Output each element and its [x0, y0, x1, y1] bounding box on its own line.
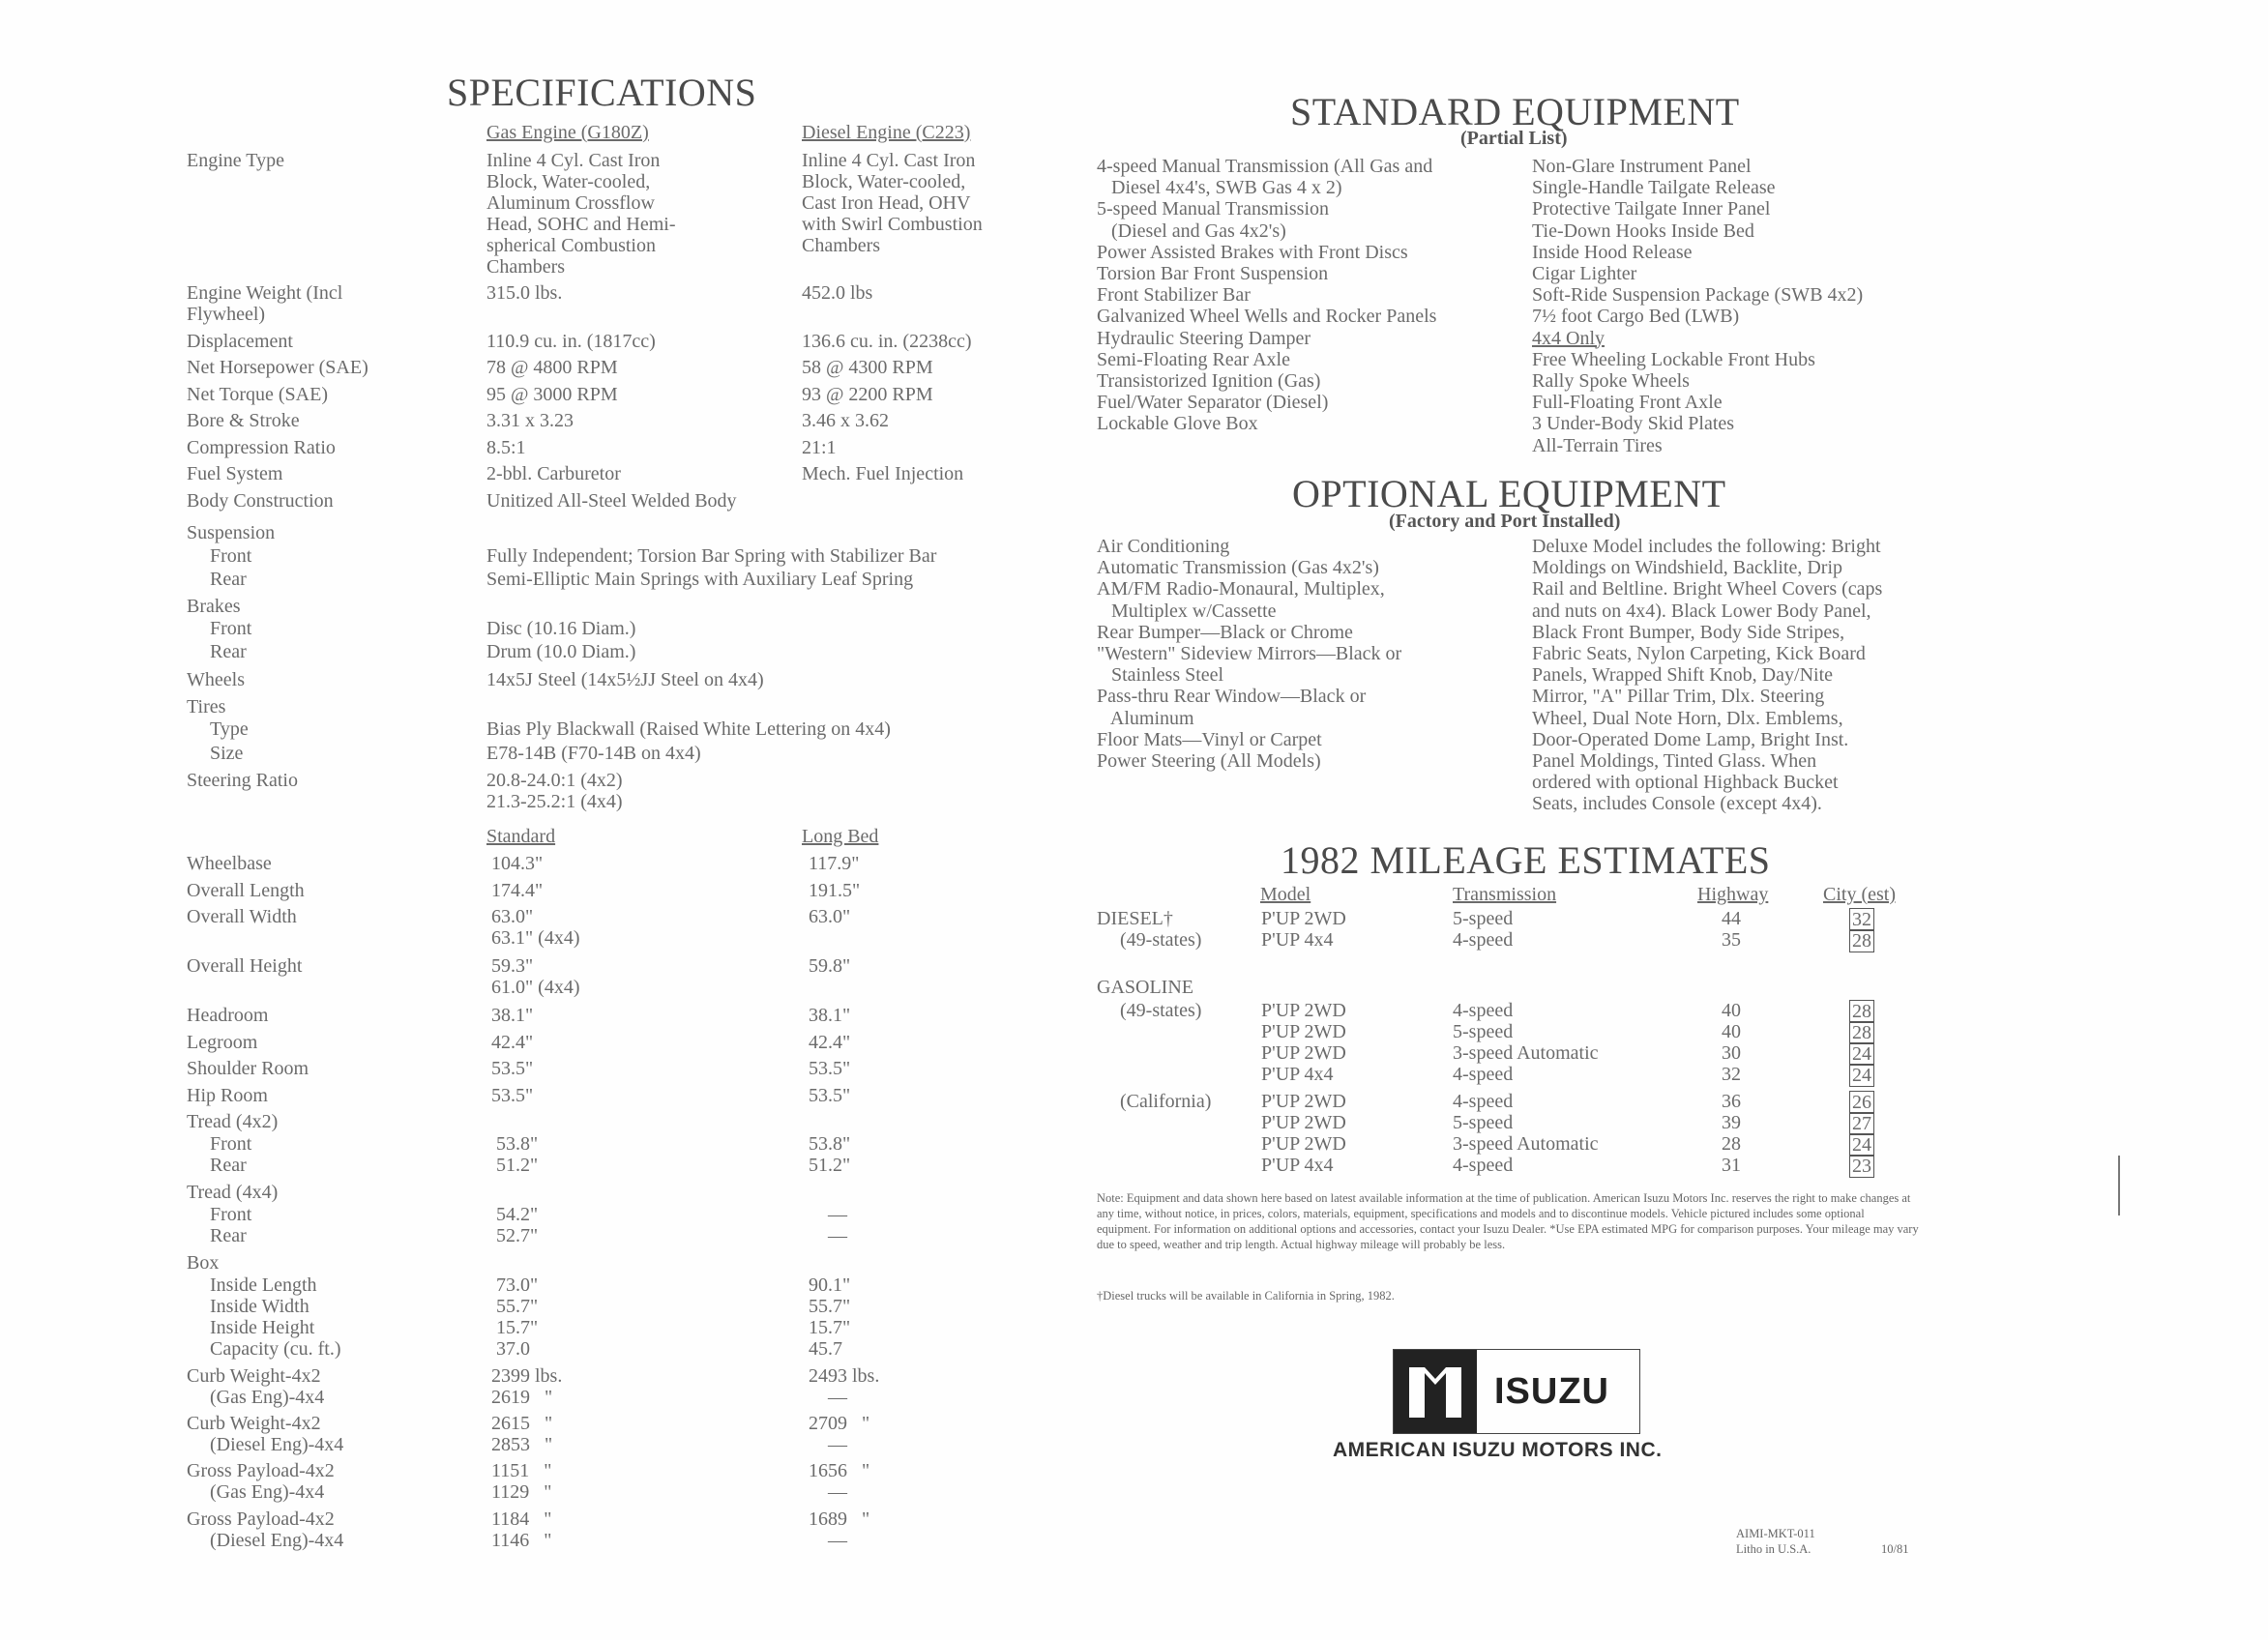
weight-label: Curb Weight-4x2: [187, 1413, 321, 1434]
optional-equipment-item: Aluminum: [1097, 707, 1194, 729]
standard-equipment-item: 4-speed Manual Transmission (All Gas and: [1097, 156, 1433, 177]
weight-standard-value: 1151 ": [491, 1460, 552, 1481]
dimension-long-bed-value: 63.0": [809, 906, 851, 927]
weight-long-bed-value: —: [828, 1530, 847, 1551]
deluxe-model-line: Rail and Beltline. Bright Wheel Covers (caps: [1532, 578, 1883, 600]
tires-type-label: Type: [210, 718, 249, 740]
suspension-rear-label: Rear: [210, 569, 247, 590]
mileage-model: P'UP 4x4: [1261, 929, 1334, 951]
mileage-transmission: 5-speed: [1453, 1112, 1514, 1133]
box-standard-value: 73.0": [496, 1274, 539, 1296]
dimension-long-bed-value: 117.9": [809, 853, 860, 874]
dimension-long-bed-value: 42.4": [809, 1032, 851, 1053]
dimension-standard-value: 174.4": [491, 880, 544, 901]
spec-row-gas-value: Unitized All-Steel Welded Body: [486, 490, 737, 512]
tread-4x2-rear-long-bed: 51.2": [809, 1155, 851, 1176]
diesel-availability-note: †Diesel trucks will be available in California in Spring, 1982.: [1097, 1289, 1395, 1303]
deluxe-model-line: Wheel, Dual Note Horn, Dlx. Emblems,: [1532, 707, 1843, 729]
engine-type-gas-line: Chambers: [486, 256, 566, 278]
standard-equipment-item: Non-Glare Instrument Panel: [1532, 156, 1752, 177]
box-item-label: Inside Width: [210, 1296, 309, 1317]
optional-equipment-item: Power Steering (All Models): [1097, 750, 1321, 772]
mileage-highway: 35: [1722, 929, 1741, 951]
deluxe-model-line: Mirror, "A" Pillar Trim, Dlx. Steering: [1532, 686, 1825, 708]
deluxe-model-line: ordered with optional Highback Bucket: [1532, 772, 1839, 794]
standard-equipment-subtitle: (Partial List): [1460, 128, 1568, 149]
suspension-front-label: Front: [210, 545, 252, 567]
mileage-model: P'UP 2WD: [1261, 1021, 1346, 1042]
weight-standard-value: 1129 ": [491, 1481, 552, 1503]
optional-equipment-item: Multiplex w/Cassette: [1097, 600, 1277, 622]
standard-equipment-item: Fuel/Water Separator (Diesel): [1097, 392, 1329, 414]
isuzu-logo: [1393, 1349, 1640, 1434]
tires-size-value: E78-14B (F70-14B on 4x4): [486, 743, 701, 764]
dimension-long-bed-value: 59.8": [809, 955, 851, 977]
engine-type-diesel-line: Cast Iron Head, OHV: [802, 192, 971, 214]
spec-row-label: Net Horsepower (SAE): [187, 357, 368, 378]
spec-row-label: Compression Ratio: [187, 437, 336, 458]
standard-equipment-item: Protective Tailgate Inner Panel: [1532, 198, 1771, 220]
tread-4x4-front-label: Front: [210, 1204, 252, 1225]
publication-date: 10/81: [1881, 1542, 1909, 1556]
engine-type-diesel-line: with Swirl Combustion: [802, 214, 983, 235]
weight-standard-value: 2619 ": [491, 1387, 553, 1408]
spec-row-label: Displacement: [187, 331, 293, 352]
dimension-label: Overall Width: [187, 906, 297, 927]
spec-row-diesel-value: 136.6 cu. in. (2238cc): [802, 331, 972, 352]
weight-long-bed-value: 1689 ": [809, 1508, 870, 1530]
tires-size-label: Size: [210, 743, 244, 764]
mileage-city: 24: [1849, 1064, 1874, 1087]
engine-type-gas-line: Inline 4 Cyl. Cast Iron: [486, 150, 661, 171]
box-long-bed-value: 90.1": [809, 1274, 851, 1296]
dimension-standard-value: 38.1": [491, 1005, 534, 1026]
page-edge-mark: [2118, 1156, 2120, 1215]
weight-standard-value: 2853 ": [491, 1434, 553, 1455]
standard-equipment-item: Galvanized Wheel Wells and Rocker Panels: [1097, 306, 1437, 328]
box-long-bed-value: 55.7": [809, 1296, 851, 1317]
suspension-rear-value: Semi-Elliptic Main Springs with Auxiliary Leaf Spring: [486, 569, 914, 590]
mileage-model-header: Model: [1260, 884, 1311, 905]
dimension-label: Legroom: [187, 1032, 258, 1053]
spec-row-gas-value: 8.5:1: [486, 437, 526, 458]
dimension-standard-value: 42.4": [491, 1032, 534, 1053]
spec-row-diesel-value: 93 @ 2200 RPM: [802, 384, 933, 405]
standard-equipment-item: Transistorized Ignition (Gas): [1097, 370, 1321, 392]
tread-4x4-label: Tread (4x4): [187, 1182, 279, 1203]
weight-label: (Diesel Eng)-4x4: [210, 1530, 344, 1551]
dimension-label: Wheelbase: [187, 853, 272, 874]
standard-equipment-item: Power Assisted Brakes with Front Discs: [1097, 241, 1408, 263]
spec-row-diesel-value: 3.46 x 3.62: [802, 410, 889, 431]
engine-type-gas-line: Block, Water-cooled,: [486, 171, 651, 192]
gas-engine-column-header: Gas Engine (G180Z): [486, 122, 649, 143]
box-long-bed-value: 45.7: [809, 1338, 842, 1360]
box-standard-value: 15.7": [496, 1317, 539, 1338]
optional-equipment-item: Air Conditioning: [1097, 536, 1230, 557]
engine-type-label: Engine Type: [187, 150, 284, 171]
four-by-four-item: Rally Spoke Wheels: [1532, 370, 1690, 392]
mileage-title: 1982 MILEAGE ESTIMATES: [1281, 838, 1771, 882]
dimension-long-bed-value: 53.5": [809, 1058, 851, 1079]
mileage-city: 32: [1849, 908, 1874, 931]
mileage-region-label: (49-states): [1120, 1000, 1202, 1021]
mileage-highway: 44: [1722, 908, 1741, 929]
standard-equipment-item: Inside Hood Release: [1532, 241, 1693, 263]
deluxe-model-line: Door-Operated Dome Lamp, Bright Inst.: [1532, 728, 1849, 750]
mileage-model: P'UP 2WD: [1261, 908, 1346, 929]
optional-equipment-item: "Western" Sideview Mirrors—Black or: [1097, 643, 1402, 664]
weight-standard-value: 2615 ": [491, 1413, 553, 1434]
standard-equipment-item: Cigar Lighter: [1532, 263, 1637, 284]
standard-equipment-item: Lockable Glove Box: [1097, 413, 1258, 435]
deluxe-model-line: Seats, includes Console (except 4x4).: [1532, 793, 1822, 815]
tread-4x2-rear-standard: 51.2": [496, 1155, 539, 1176]
tread-4x2-front-long-bed: 53.8": [809, 1133, 851, 1155]
engine-type-gas-line: spherical Combustion: [486, 235, 656, 256]
deluxe-model-line: Panel Moldings, Tinted Glass. When: [1532, 750, 1817, 772]
mileage-transmission: 4-speed: [1453, 1091, 1514, 1112]
wheels-label: Wheels: [187, 669, 245, 690]
spec-row-gas-value: 315.0 lbs.: [486, 282, 563, 304]
mileage-highway: 39: [1722, 1112, 1741, 1133]
tread-4x4-rear-standard: 52.7": [496, 1225, 539, 1246]
deluxe-model-line: Moldings on Windshield, Backlite, Drip: [1532, 557, 1843, 579]
weight-long-bed-value: 2493 lbs.: [809, 1365, 880, 1387]
long-bed-column-header: Long Bed: [802, 826, 879, 847]
weight-long-bed-value: —: [828, 1434, 847, 1455]
mileage-city: 26: [1849, 1091, 1874, 1114]
isuzu-emblem-icon: [1394, 1350, 1477, 1433]
standard-equipment-item: 5-speed Manual Transmission: [1097, 198, 1329, 220]
deluxe-model-line: Fabric Seats, Nylon Carpeting, Kick Board: [1532, 643, 1866, 664]
mileage-transmission: 4-speed: [1453, 1064, 1514, 1085]
suspension-front-value: Fully Independent; Torsion Bar Spring with Stabilizer Bar: [486, 545, 937, 567]
deluxe-model-line: Panels, Wrapped Shift Knob, Day/Nite: [1532, 664, 1833, 687]
mileage-group-label: DIESEL†: [1097, 908, 1173, 929]
box-standard-value: 55.7": [496, 1296, 539, 1317]
tread-4x2-label: Tread (4x2): [187, 1111, 279, 1132]
box-standard-value: 37.0: [496, 1338, 530, 1360]
spec-row-diesel-value: 58 @ 4300 RPM: [802, 357, 933, 378]
engine-type-diesel-line: Chambers: [802, 235, 881, 256]
mileage-transmission: 4-speed: [1453, 1000, 1514, 1021]
company-name: AMERICAN ISUZU MOTORS INC.: [1333, 1439, 1663, 1461]
box-item-label: Inside Height: [210, 1317, 315, 1338]
standard-equipment-item: Front Stabilizer Bar: [1097, 284, 1251, 307]
weight-standard-value: 2399 lbs.: [491, 1365, 563, 1387]
optional-equipment-item: Automatic Transmission (Gas 4x2's): [1097, 557, 1379, 579]
mileage-city: 28: [1849, 1000, 1874, 1023]
box-long-bed-value: 15.7": [809, 1317, 851, 1338]
mileage-transmission: 5-speed: [1453, 1021, 1514, 1042]
mileage-city: 28: [1849, 929, 1874, 952]
spec-row-gas-value: 2-bbl. Carburetor: [486, 463, 621, 484]
dimension-long-bed-value: 191.5": [809, 880, 861, 901]
engine-type-gas-line: Head, SOHC and Hemi-: [486, 214, 676, 235]
tread-4x4-rear-label: Rear: [210, 1225, 247, 1246]
dimension-label: Overall Length: [187, 880, 305, 901]
spec-row-label: Bore & Stroke: [187, 410, 300, 431]
mileage-transmission-header: Transmission: [1453, 884, 1557, 905]
mileage-highway: 32: [1722, 1064, 1741, 1085]
tread-4x4-rear-long-bed: —: [828, 1225, 847, 1246]
weight-label: Gross Payload-4x2: [187, 1460, 335, 1481]
brakes-rear-value: Drum (10.0 Diam.): [486, 641, 636, 662]
tread-4x2-front-standard: 53.8": [496, 1133, 539, 1155]
optional-equipment-title: OPTIONAL EQUIPMENT: [1292, 472, 1726, 515]
box-label: Box: [187, 1252, 220, 1274]
optional-equipment-item: Pass-thru Rear Window—Black or: [1097, 686, 1367, 708]
dimension-standard-value: 63.0": [491, 906, 534, 927]
mileage-highway: 31: [1722, 1155, 1741, 1176]
weight-long-bed-value: —: [828, 1387, 847, 1408]
mileage-city: 23: [1849, 1155, 1874, 1178]
wheels-value: 14x5J Steel (14x5½JJ Steel on 4x4): [486, 669, 764, 690]
dimension-standard-value: 59.3": [491, 955, 534, 977]
weight-label: (Gas Eng)-4x4: [210, 1387, 325, 1408]
standard-equipment-item: Semi-Floating Rear Axle: [1097, 348, 1290, 370]
dimension-long-bed-value: 53.5": [809, 1085, 851, 1106]
mileage-model: P'UP 2WD: [1261, 1133, 1346, 1155]
engine-type-diesel-line: Block, Water-cooled,: [802, 171, 966, 192]
dimension-label: Hip Room: [187, 1085, 268, 1106]
brakes-front-value: Disc (10.16 Diam.): [486, 618, 636, 639]
mileage-model: P'UP 2WD: [1261, 1112, 1346, 1133]
four-by-four-item: Free Wheeling Lockable Front Hubs: [1532, 348, 1815, 370]
dimension-standard-value-4x4: 63.1" (4x4): [491, 927, 580, 949]
dimension-standard-value: 53.5": [491, 1085, 534, 1106]
mileage-transmission: 4-speed: [1453, 929, 1514, 951]
mileage-group-label: GASOLINE: [1097, 977, 1193, 998]
tread-4x4-front-long-bed: —: [828, 1204, 847, 1225]
dimension-label: Shoulder Room: [187, 1058, 309, 1079]
diesel-engine-column-header: Diesel Engine (C223): [802, 122, 971, 143]
weight-long-bed-value: 2709 ": [809, 1413, 870, 1434]
mileage-transmission: 3-speed Automatic: [1453, 1042, 1599, 1064]
brakes-front-label: Front: [210, 618, 252, 639]
mileage-transmission: 5-speed: [1453, 908, 1514, 929]
weight-label: Gross Payload-4x2: [187, 1508, 335, 1530]
optional-equipment-item: AM/FM Radio-Monaural, Multiplex,: [1097, 578, 1385, 600]
weight-label: (Gas Eng)-4x4: [210, 1481, 325, 1503]
isuzu-wordmark: ISUZU: [1494, 1371, 1609, 1412]
mileage-highway: 36: [1722, 1091, 1741, 1112]
mileage-highway-header: Highway: [1697, 884, 1769, 905]
publication-note: Note: Equipment and data shown here based on latest available information at the time of publication. American Isuzu Motors Inc. reserves the right to make changes at any time, without notice, in prices, colors, materials, equipment, specifications and models and to discontinue models. Vehicle pictured includes some optional equipment. For information on additional options and accessories, contact your Isuzu Dealer. *Use EPA estimated MPG for comparison purposes. Your mileage may vary due to speed, weather and trip length. Actual highway mileage will probably be less.: [1097, 1191, 1919, 1251]
mileage-model: P'UP 2WD: [1261, 1000, 1346, 1021]
mileage-model: P'UP 4x4: [1261, 1064, 1334, 1085]
deluxe-model-line: Black Front Bumper, Body Side Stripes,: [1532, 621, 1845, 643]
specifications-title: SPECIFICATIONS: [447, 71, 757, 114]
standard-equipment-item: Soft-Ride Suspension Package (SWB 4x2): [1532, 284, 1864, 307]
spec-row-label: Fuel System: [187, 463, 283, 484]
mileage-region-label: (49-states): [1120, 929, 1202, 951]
weight-standard-value: 1184 ": [491, 1508, 552, 1530]
tires-label: Tires: [187, 696, 226, 718]
standard-equipment-item: Single-Handle Tailgate Release: [1532, 177, 1776, 199]
box-item-label: Capacity (cu. ft.): [210, 1338, 341, 1360]
mileage-transmission: 4-speed: [1453, 1155, 1514, 1176]
mileage-city-header: City (est): [1823, 884, 1896, 905]
mileage-model: P'UP 4x4: [1261, 1155, 1334, 1176]
suspension-label: Suspension: [187, 522, 276, 543]
steering-ratio-value-2: 21.3-25.2:1 (4x4): [486, 791, 623, 812]
spec-row-label: Net Torque (SAE): [187, 384, 328, 405]
tires-type-value: Bias Ply Blackwall (Raised White Lettering on 4x4): [486, 718, 891, 740]
dimension-label: Overall Height: [187, 955, 303, 977]
spec-row-label: Flywheel): [187, 304, 266, 325]
dimension-standard-value: 104.3": [491, 853, 544, 874]
spec-row-diesel-value: 21:1: [802, 437, 837, 458]
spec-row-gas-value: 110.9 cu. in. (1817cc): [486, 331, 656, 352]
four-by-four-item: 3 Under-Body Skid Plates: [1532, 413, 1735, 435]
spec-row-gas-value: 3.31 x 3.23: [486, 410, 574, 431]
deluxe-model-line: and nuts on 4x4). Black Lower Body Panel,: [1532, 600, 1871, 622]
standard-equipment-item: (Diesel and Gas 4x2's): [1097, 220, 1286, 242]
steering-ratio-label: Steering Ratio: [187, 770, 298, 791]
tread-4x2-rear-label: Rear: [210, 1155, 247, 1176]
mileage-highway: 30: [1722, 1042, 1741, 1064]
four-by-four-heading: 4x4 Only: [1532, 327, 1605, 349]
standard-equipment-title: STANDARD EQUIPMENT: [1290, 90, 1740, 133]
tread-4x2-front-label: Front: [210, 1133, 252, 1155]
spec-row-diesel-value: Mech. Fuel Injection: [802, 463, 964, 484]
spec-row-diesel-value: 452.0 lbs: [802, 282, 873, 304]
mileage-model: P'UP 2WD: [1261, 1091, 1346, 1112]
four-by-four-item: Full-Floating Front Axle: [1532, 392, 1723, 414]
engine-type-diesel-line: Inline 4 Cyl. Cast Iron: [802, 150, 976, 171]
deluxe-model-line: Deluxe Model includes the following: Bright: [1532, 536, 1881, 557]
standard-equipment-item: Diesel 4x4's, SWB Gas 4 x 2): [1097, 177, 1342, 199]
brakes-label: Brakes: [187, 596, 241, 617]
spec-row-gas-value: 95 @ 3000 RPM: [486, 384, 618, 405]
mileage-city: 24: [1849, 1133, 1874, 1157]
mileage-highway: 28: [1722, 1133, 1741, 1155]
weight-label: Curb Weight-4x2: [187, 1365, 321, 1387]
mileage-city: 24: [1849, 1042, 1874, 1066]
standard-column-header: Standard: [486, 826, 556, 847]
spec-row-label: Engine Weight (Incl: [187, 282, 343, 304]
optional-equipment-subtitle: (Factory and Port Installed): [1389, 511, 1621, 532]
mileage-highway: 40: [1722, 1000, 1741, 1021]
mileage-city: 27: [1849, 1112, 1874, 1135]
dimension-label: Headroom: [187, 1005, 269, 1026]
weight-label: (Diesel Eng)-4x4: [210, 1434, 344, 1455]
dimension-standard-value: 53.5": [491, 1058, 534, 1079]
weight-long-bed-value: —: [828, 1481, 847, 1503]
mileage-transmission: 3-speed Automatic: [1453, 1133, 1599, 1155]
mileage-highway: 40: [1722, 1021, 1741, 1042]
publication-code: AIMI-MKT-011: [1736, 1527, 1815, 1540]
optional-equipment-item: Stainless Steel: [1097, 664, 1224, 687]
litho-text: Litho in U.S.A.: [1736, 1542, 1811, 1556]
optional-equipment-item: Rear Bumper—Black or Chrome: [1097, 621, 1353, 643]
box-item-label: Inside Length: [210, 1274, 317, 1296]
mileage-model: P'UP 2WD: [1261, 1042, 1346, 1064]
standard-equipment-item: Torsion Bar Front Suspension: [1097, 263, 1329, 284]
standard-equipment-item: 7½ foot Cargo Bed (LWB): [1532, 306, 1740, 328]
spec-row-label: Body Construction: [187, 490, 334, 512]
spec-row-gas-value: 78 @ 4800 RPM: [486, 357, 618, 378]
optional-equipment-item: Floor Mats—Vinyl or Carpet: [1097, 728, 1322, 750]
engine-type-gas-line: Aluminum Crossflow: [486, 192, 655, 214]
mileage-city: 28: [1849, 1021, 1874, 1044]
tread-4x4-front-standard: 54.2": [496, 1204, 539, 1225]
steering-ratio-value-1: 20.8-24.0:1 (4x2): [486, 770, 623, 791]
mileage-region-label: (California): [1120, 1091, 1212, 1112]
standard-equipment-item: Hydraulic Steering Damper: [1097, 327, 1311, 349]
four-by-four-item: All-Terrain Tires: [1532, 434, 1663, 456]
weight-standard-value: 1146 ": [491, 1530, 552, 1551]
weight-long-bed-value: 1656 ": [809, 1460, 870, 1481]
standard-equipment-item: Tie-Down Hooks Inside Bed: [1532, 220, 1754, 242]
dimension-long-bed-value: 38.1": [809, 1005, 851, 1026]
brakes-rear-label: Rear: [210, 641, 247, 662]
dimension-standard-value-4x4: 61.0" (4x4): [491, 977, 580, 998]
